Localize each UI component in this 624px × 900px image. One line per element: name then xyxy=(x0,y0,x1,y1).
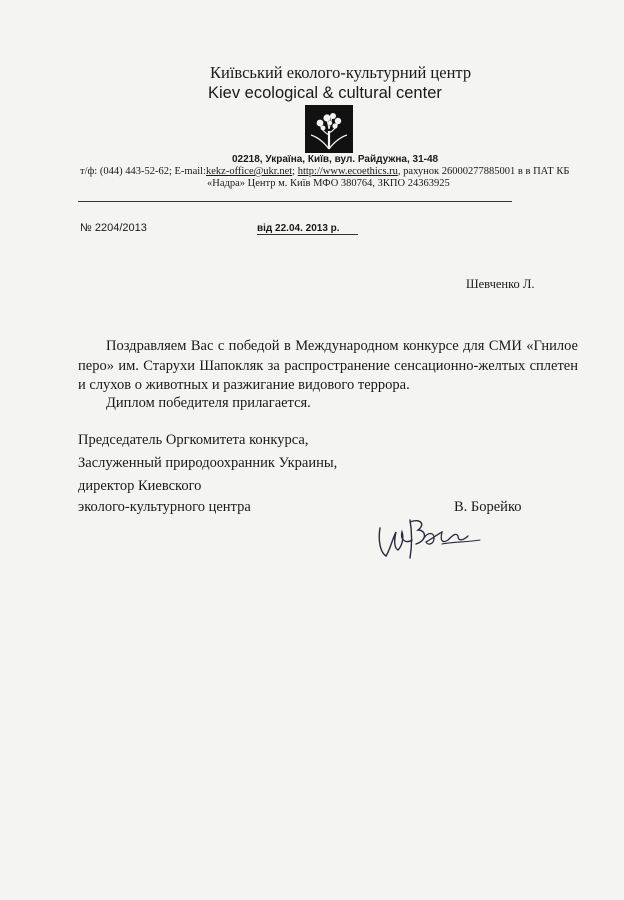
email-link[interactable]: kekz-office@ukr.net xyxy=(206,166,293,177)
handwritten-signature-icon xyxy=(372,510,484,566)
signer-name: В. Борейко xyxy=(454,499,522,515)
body-paragraph-1: Поздравляем Вас с победой в Международном конкурсе для СМИ «Гнилое перо» им. Старухи Шапокляк за распространение сенсационно-желтых сплетен и слухов о животных и разжигание видового террора. xyxy=(78,338,578,393)
body-paragraph-2: Диплом победителя прилагается. xyxy=(106,395,311,411)
header-divider xyxy=(78,201,512,202)
contacts-separator: ; xyxy=(292,166,298,177)
bank-details: «Надра» Центр м. Київ МФО 380764, ЗКПО 24363925 xyxy=(207,178,450,189)
tree-logo-icon xyxy=(305,105,353,153)
org-name-en: Kiev ecological & cultural center xyxy=(208,84,442,102)
signatory-title-4: эколого-культурного центра xyxy=(78,499,251,515)
org-address: 02218, Україна, Київ, вул. Райдужна, 31-48 xyxy=(232,154,439,165)
website-link[interactable]: http://www.ecoethics.ru xyxy=(297,166,398,177)
org-name-ua: Київський еколого-культурний центр xyxy=(210,63,472,82)
signatory-title-3: директор Киевского xyxy=(78,478,202,494)
document-number: № 2204/2013 xyxy=(80,222,147,234)
org-contacts xyxy=(80,166,569,177)
bank-account-text: , рахунок 26000277885001 в в ПАТ КБ xyxy=(397,166,570,177)
signatory-title-1: Председатель Оргкомитета конкурса, xyxy=(78,432,309,448)
addressee: Шевченко Л. xyxy=(466,277,535,291)
document-date: від 22.04. 2013 р. xyxy=(257,223,358,235)
signatory-title-2: Заслуженный природоохранник Украины, xyxy=(78,455,338,471)
phone-text: т/ф: (044) 443-52-62; E-mail: xyxy=(80,166,206,177)
